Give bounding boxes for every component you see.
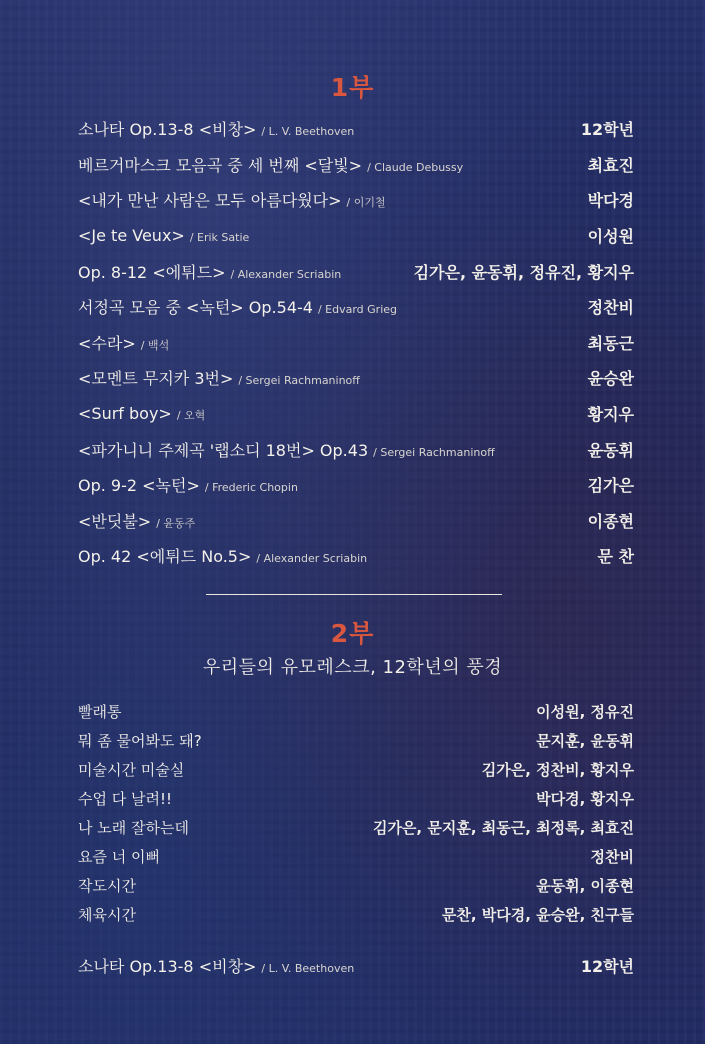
program-row-left xyxy=(78,366,360,389)
part2-heading: 2부 xyxy=(330,619,375,648)
skit-title: 체육시간 xyxy=(78,906,136,924)
skit-cast: 이성원, 정유진 xyxy=(536,703,634,721)
piece-title: 베르거마스크 모음곡 중 세 번째 <달빛> xyxy=(78,155,363,175)
skit-row xyxy=(78,900,634,929)
composer-name: / L. V. Beethoven xyxy=(261,125,355,139)
composer-name: / Frederic Chopin xyxy=(204,481,298,495)
skit-title: 요즘 너 이뻐 xyxy=(78,848,160,866)
composer-name: / Sergei Rachmaninoff xyxy=(238,374,360,388)
skit-row xyxy=(78,755,634,784)
program-row-left xyxy=(78,117,354,140)
composer-name: / Alexander Scriabin xyxy=(230,267,342,281)
program-row-left xyxy=(78,509,195,532)
skit-cast: 정찬비 xyxy=(590,848,634,866)
composer-name: / Erik Satie xyxy=(189,231,250,245)
skit-cast: 김가은, 정찬비, 황지우 xyxy=(481,761,634,779)
skit-row xyxy=(78,871,634,900)
program-row xyxy=(78,431,634,467)
composer-name: / 이기철 xyxy=(346,196,386,210)
performer-name: 황지우 xyxy=(587,405,634,425)
finale-composer: / L. V. Beethoven xyxy=(261,961,355,975)
program-row-left xyxy=(78,331,169,354)
composer-name: / Edvard Grieg xyxy=(317,303,397,317)
skit-title: 빨래통 xyxy=(78,703,122,721)
skit-title: 나 노래 잘하는데 xyxy=(78,819,189,837)
finale-performer: 12학년 xyxy=(580,956,634,976)
performer-name: 김가은 xyxy=(587,476,634,496)
piece-title: <모멘트 무지카 3번> xyxy=(78,369,234,389)
piece-title: <반딧불> xyxy=(78,511,152,531)
performer-name: 윤동휘 xyxy=(587,440,634,460)
skit-title: 수업 다 날려!! xyxy=(78,790,173,808)
program-row-left xyxy=(78,544,367,567)
composer-name: / Alexander Scriabin xyxy=(256,552,368,566)
piece-title: Op. 8-12 <에튀드> xyxy=(78,262,226,282)
composer-name: / 윤동주 xyxy=(156,516,196,530)
performer-name: 이종현 xyxy=(587,511,634,531)
skit-title: 미술시간 미술실 xyxy=(78,761,185,779)
performer-name: 12학년 xyxy=(580,120,634,140)
piece-title: Op. 9-2 <녹턴> xyxy=(78,476,200,496)
program-row xyxy=(78,253,634,289)
piece-title: 소나타 Op.13-8 <비창> xyxy=(78,120,257,140)
finale-row xyxy=(78,950,634,980)
piece-title: 서정곡 모음 중 <녹턴> Op.54-4 xyxy=(78,298,313,318)
program-row xyxy=(78,325,634,361)
program-row-left xyxy=(78,473,298,496)
performer-name: 정찬비 xyxy=(587,298,634,318)
performer-name: 김가은, 윤동휘, 정유진, 황지우 xyxy=(413,262,634,282)
part2-skit-list xyxy=(78,697,634,929)
program-row xyxy=(78,396,634,432)
piece-title: Op. 42 <에튀드 No.5> xyxy=(78,547,252,567)
composer-name: / Sergei Rachmaninoff xyxy=(373,445,495,459)
performer-name: 이성원 xyxy=(587,227,634,247)
piece-title: <Surf boy> xyxy=(78,404,172,424)
composer-name: / 오혁 xyxy=(176,409,206,423)
program-row xyxy=(78,538,634,574)
skit-cast: 문찬, 박다경, 윤승완, 친구들 xyxy=(441,906,634,924)
program-row xyxy=(78,182,634,218)
skit-row xyxy=(78,784,634,813)
skit-row xyxy=(78,697,634,726)
program-row-left xyxy=(78,438,495,461)
composer-name: / Claude Debussy xyxy=(367,160,464,174)
composer-name: / 백석 xyxy=(140,338,170,352)
program-row-left xyxy=(78,260,341,283)
program-row-left xyxy=(78,153,463,176)
skit-row xyxy=(78,726,634,755)
piece-title: <Je te Veux> xyxy=(78,226,185,246)
skit-cast: 윤동휘, 이종현 xyxy=(536,877,634,895)
skit-cast: 김가은, 문지훈, 최동근, 최정록, 최효진 xyxy=(372,819,634,837)
part1-heading: 1부 xyxy=(330,73,375,102)
finale-left xyxy=(78,954,354,977)
finale-piece: 소나타 Op.13-8 <비창> xyxy=(78,956,257,976)
skit-cast: 문지훈, 윤동휘 xyxy=(536,732,634,750)
program-row xyxy=(78,467,634,503)
program-row-left xyxy=(78,404,205,423)
skit-title: 뭐 좀 물어봐도 돼? xyxy=(78,732,202,750)
part1-program-list xyxy=(78,111,634,574)
program-row xyxy=(78,289,634,325)
program-row xyxy=(78,218,634,254)
part2-subtitle: 우리들의 유모레스크, 12학년의 풍경 xyxy=(202,657,503,678)
piece-title: <내가 만난 사람은 모두 아름다웠다> xyxy=(78,191,342,211)
performer-name: 최동근 xyxy=(587,333,634,353)
program-row xyxy=(78,111,634,147)
skit-cast: 박다경, 황지우 xyxy=(536,790,634,808)
performer-name: 문 찬 xyxy=(597,547,634,567)
skit-row xyxy=(78,813,634,842)
skit-title: 작도시간 xyxy=(78,877,136,895)
performer-name: 최효진 xyxy=(587,155,634,175)
section-divider xyxy=(206,594,502,595)
skit-row xyxy=(78,842,634,871)
program-row-left xyxy=(78,188,386,211)
performer-name: 윤승완 xyxy=(587,369,634,389)
program-row-left xyxy=(78,295,397,318)
performer-name: 박다경 xyxy=(587,191,634,211)
program-row xyxy=(78,147,634,183)
program-row xyxy=(78,360,634,396)
piece-title: <파가니니 주제곡 '랩소디 18번> Op.43 xyxy=(78,440,369,460)
program-row xyxy=(78,503,634,539)
program-row-left xyxy=(78,226,249,245)
piece-title: <수라> xyxy=(78,333,136,353)
